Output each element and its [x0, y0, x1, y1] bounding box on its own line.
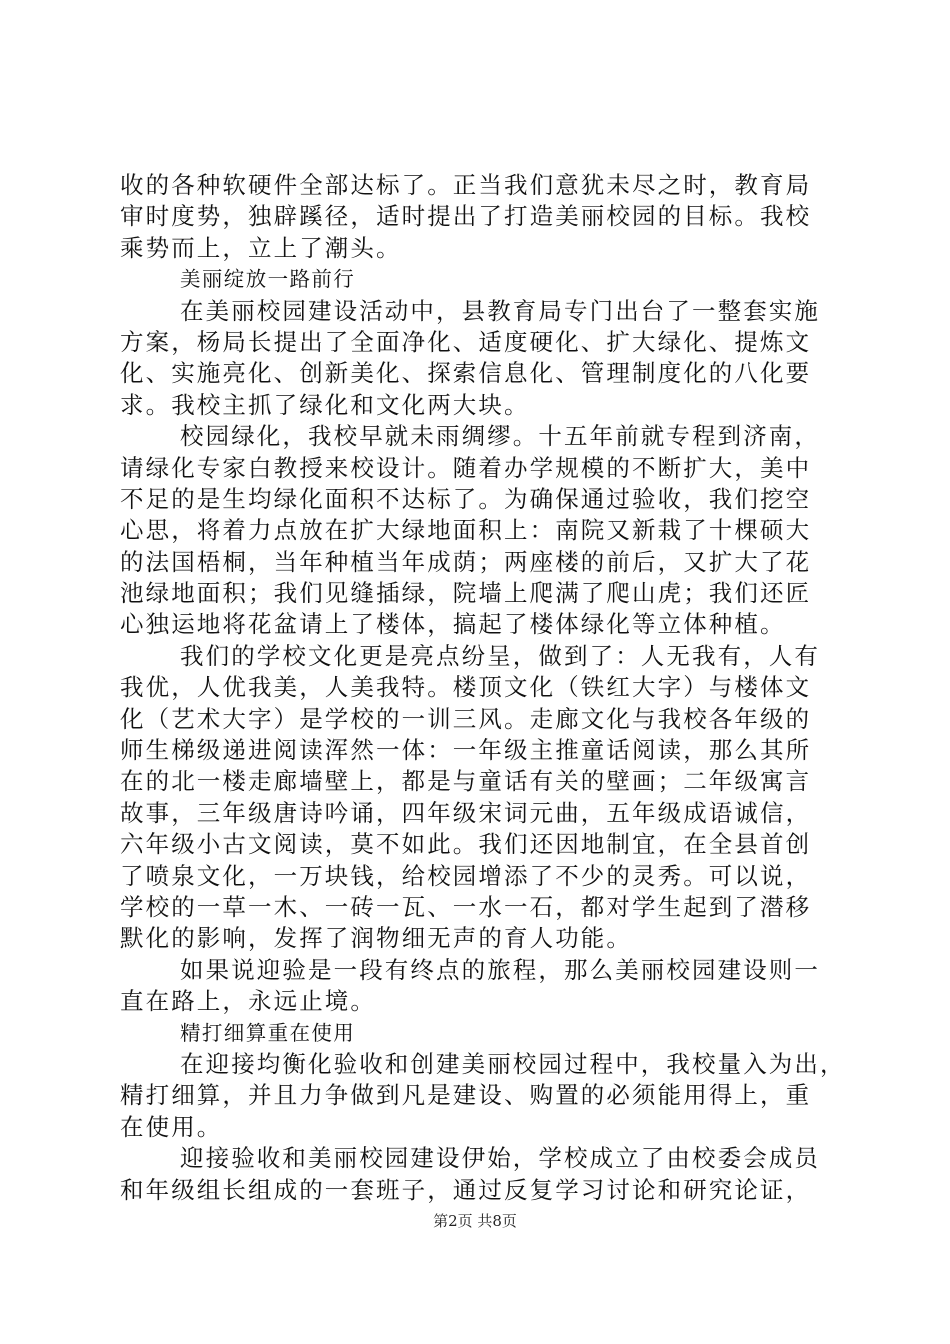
text-line: 心思，将着力点放在扩大绿地面积上：南院又新栽了十棵硕大 — [120, 516, 812, 545]
text-line: 化、实施亮化、创新美化、探索信息化、管理制度化的八化要 — [120, 359, 812, 388]
text-line: 收的各种软硬件全部达标了。正当我们意犹未尽之时，教育局 — [120, 171, 812, 199]
text-line: 精打细算，并且力争做到凡是建设、购置的必须能用得上，重 — [120, 1081, 812, 1110]
text-line: 校园绿化，我校早就未雨绸缪。十五年前就专程到济南， — [180, 422, 820, 451]
text-line: 在迎接均衡化验收和创建美丽校园过程中，我校量入为出， — [180, 1049, 846, 1078]
text-line: 我优，人优我美，人美我特。楼顶文化（铁红大字）与楼体文 — [120, 673, 812, 702]
document-body — [120, 170, 846, 1206]
text-line: 迎接验收和美丽校园建设伊始，学校成立了由校委会成员 — [180, 1144, 820, 1173]
text-line: 方案，杨局长提出了全面净化、适度硬化、扩大绿化、提炼文 — [120, 327, 812, 356]
text-line: 在美丽校园建设活动中，县教育局专门出台了一整套实施 — [180, 296, 820, 325]
section-heading: 精打细算重在使用 — [180, 1020, 356, 1045]
text-line: 池绿地面积；我们见缝插绿，院墙上爬满了爬山虎；我们还匠 — [120, 579, 812, 608]
text-line: 直在路上，永远止境。 — [120, 987, 376, 1016]
text-line: 学校的一草一木、一砖一瓦、一水一石，都对学生起到了潜移 — [120, 892, 812, 921]
text-line: 我们的学校文化更是亮点纷呈，做到了：人无我有，人有 — [180, 641, 820, 670]
text-line: 求。我校主抓了绿化和文化两大块。 — [120, 390, 530, 419]
text-line: 请绿化专家白教授来校设计。随着办学规模的不断扩大，美中 — [120, 453, 812, 482]
text-line: 了喷泉文化，一万块钱，给校园增添了不少的灵秀。可以说， — [120, 861, 812, 890]
text-line: 六年级小古文阅读，莫不如此。我们还因地制宜，在全县首创 — [120, 830, 812, 859]
text-line: 如果说迎验是一段有终点的旅程，那么美丽校园建设则一 — [180, 955, 820, 984]
text-line: 心独运地将花盆请上了楼体，搞起了楼体绿化等立体种植。 — [120, 610, 786, 639]
text-line: 乘势而上，立上了潮头。 — [120, 233, 402, 262]
text-line: 不足的是生均绿化面积不达标了。为确保通过验收，我们挖空 — [120, 484, 812, 513]
text-line: 师生梯级递进阅读浑然一体：一年级主推童话阅读，那么其所 — [120, 736, 812, 765]
page-number: 第2页 共8页 — [433, 1212, 517, 1230]
section-heading: 美丽绽放一路前行 — [180, 267, 356, 292]
text-line: 化（艺术大字）是学校的一训三风。走廊文化与我校各年级的 — [120, 704, 812, 733]
text-line: 在使用。 — [120, 1112, 223, 1141]
text-line: 故事，三年级唐诗吟诵，四年级宋词元曲，五年级成语诚信， — [120, 798, 812, 827]
text-line: 审时度势，独辟蹊径，适时提出了打造美丽校园的目标。我校 — [120, 202, 812, 231]
text-line: 默化的影响，发挥了润物细无声的育人功能。 — [120, 924, 632, 953]
text-line: 的法国梧桐，当年种植当年成荫；两座楼的前后，又扩大了花 — [120, 547, 812, 576]
text-line: 和年级组长组成的一套班子，通过反复学习讨论和研究论证， — [120, 1175, 812, 1204]
text-line: 在的北一楼走廊墙壁上，都是与童话有关的壁画；二年级寓言 — [120, 767, 812, 796]
